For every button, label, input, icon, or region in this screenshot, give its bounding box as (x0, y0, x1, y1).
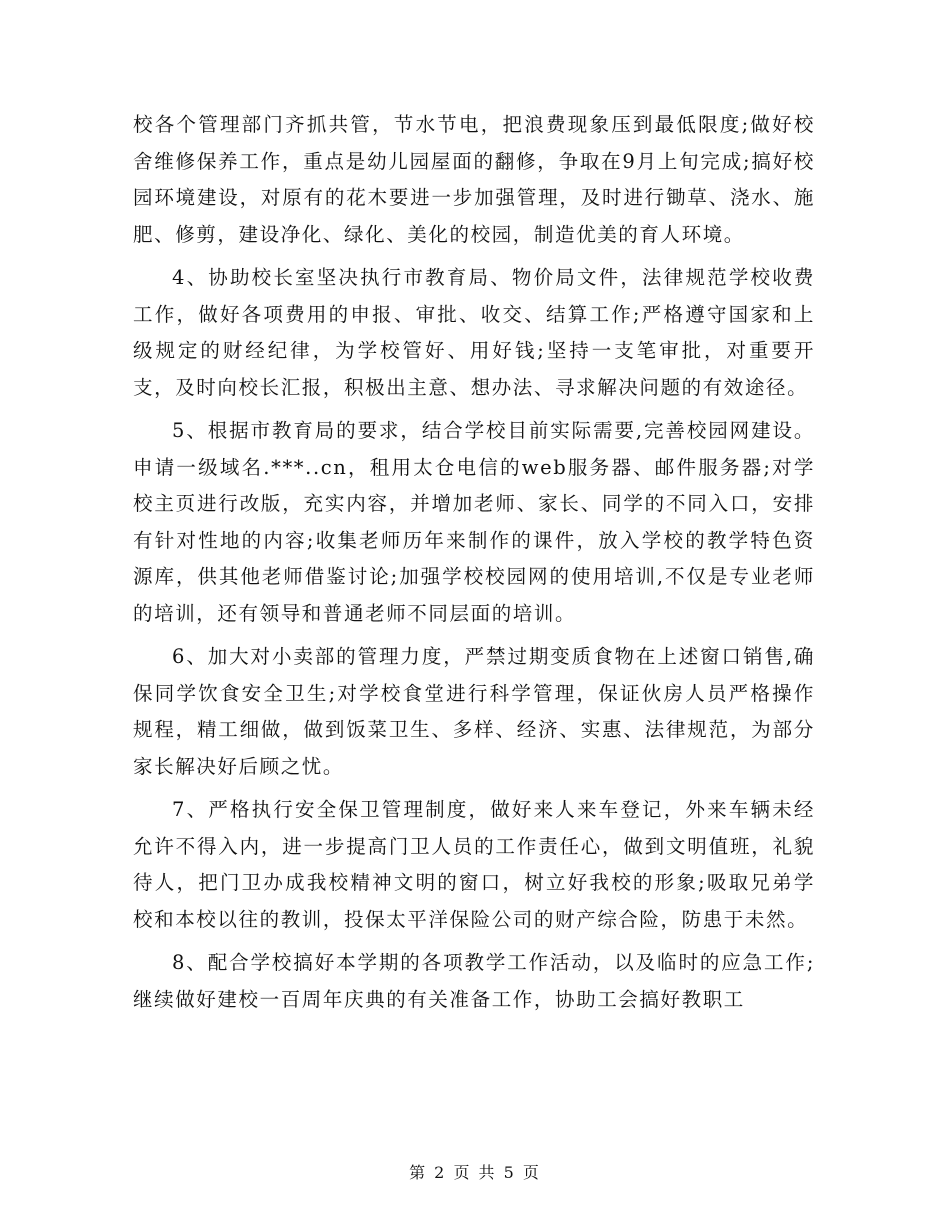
paragraph-item-4: 4、协助校长室坚决执行市教育局、物价局文件，法律规范学校收费工作，做好各项费用的申报、审批、收交、结算工作;严格遵守国家和上级规定的财经纪律，为学校管好、用好钱;坚持一支笔审批，对重要开支，及时向校长汇报，积极出主意、想办法、寻求解决问题的有效途径。 (133, 266, 815, 399)
paragraph-item-8: 8、配合学校搞好本学期的各项教学工作活动，以及临时的应急工作;继续做好建校一百周年庆典的有关准备工作，协助工会搞好教职工 (133, 951, 815, 1011)
paragraph-continuation: 校各个管理部门齐抓共管，节水节电，把浪费现象压到最低限度;做好校舍维修保养工作，重点是幼儿园屋面的翻修，争取在9月上旬完成;搞好校园环境建设，对原有的花木要进一步加强管理，及时进行锄草、浇水、施肥、修剪，建设净化、绿化、美化的校园，制造优美的育人环境。 (133, 113, 815, 246)
paragraph-item-5: 5、根据市教育局的要求，结合学校目前实际需要,完善校园网建设。申请一级域名.***..cn，租用太仓电信的web服务器、邮件服务器;对学校主页进行改版，充实内容，并增加老师、家长、同学的不同入口，安排有针对性地的内容;收集老师历年来制作的课件，放入学校的教学特色资源库，供其他老师借鉴讨论;加强学校校园网的使用培训,不仅是专业老师的培训，还有领导和普通老师不同层面的培训。 (133, 419, 815, 625)
page-number-footer: 第 2 页 共 5 页 (409, 1163, 541, 1182)
paragraph-item-7: 7、严格执行安全保卫管理制度，做好来人来车登记，外来车辆未经允许不得入内，进一步提高门卫人员的工作责任心，做到文明值班，礼貌待人，把门卫办成我校精神文明的窗口，树立好我校的形象;吸取兄弟学校和本校以往的教训，投保太平洋保险公司的财产综合险，防患于未然。 (133, 798, 815, 931)
document-body (133, 107, 815, 1018)
paragraph-item-6: 6、加大对小卖部的管理力度，严禁过期变质食物在上述窗口销售,确保同学饮食安全卫生;对学校食堂进行科学管理，保证伙房人员严格操作规程，精工细做，做到饭菜卫生、多样、经济、实惠、法律规范，为部分家长解决好后顾之忧。 (133, 645, 815, 778)
